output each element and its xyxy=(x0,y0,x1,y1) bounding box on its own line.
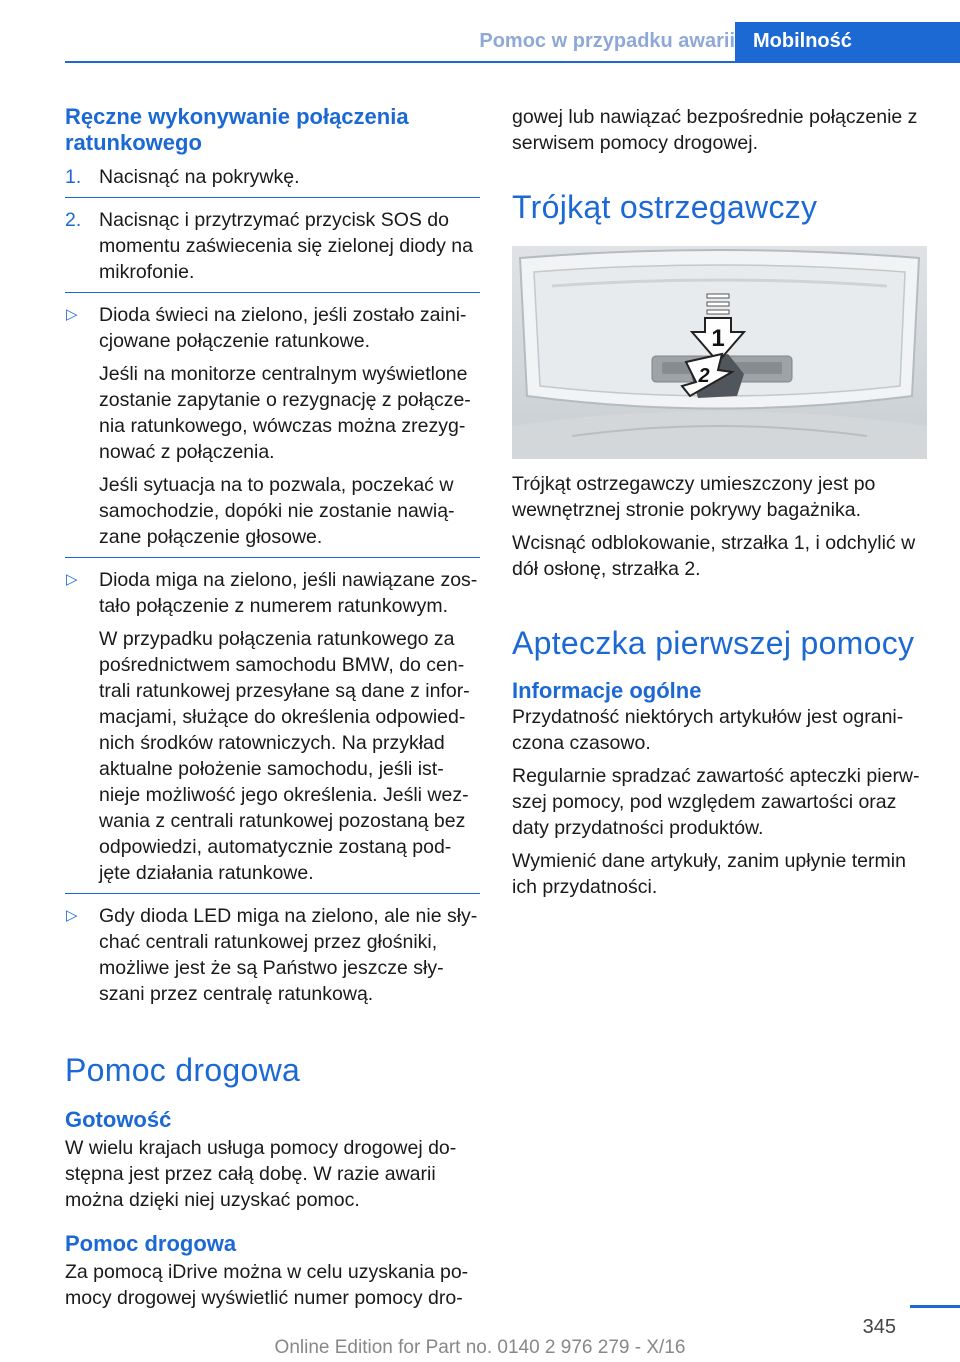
heading-availability: Gotowość xyxy=(65,1107,172,1132)
paragraph-availability: W wielu krajach usługa pomocy drogowej do-stępna jest przez całą dobę. W razie awarii można dzięki niej uzyskać pomoc. xyxy=(65,1137,457,1211)
header-section-title: Pomoc w przypadku awarii xyxy=(479,30,735,52)
step-text: Nacisnąc i przytrzymać przycisk SOS do momentu zaświecenia się zielonej diody na mikrofonie. xyxy=(99,209,473,283)
steps-list xyxy=(65,164,480,1007)
paragraph-triangle-location: Trójkąt ostrzegawczy umieszczony jest po wewnętrznej stronie pokrywy bagażnika. xyxy=(512,473,876,521)
heading-general-info: Informacje ogólne xyxy=(512,678,702,703)
heading-roadside-sub: Pomoc drogowa xyxy=(65,1231,237,1256)
heading-roadside-assistance: Pomoc drogowa xyxy=(65,1052,301,1088)
paragraph-continued: gowej lub nawiązać bezpośrednie połączenie z serwisem pomocy drogowej. xyxy=(512,106,918,154)
list-item xyxy=(65,302,480,354)
page-header xyxy=(0,22,960,62)
divider xyxy=(65,557,480,558)
bullet-text: Dioda świeci na zielono, jeśli zostało zaini-cjowane połączenie ratunkowe. xyxy=(99,304,467,352)
list-item xyxy=(65,903,480,1007)
divider xyxy=(65,197,480,198)
header-chapter-tab: Mobilność xyxy=(735,22,960,63)
paragraph-first-aid-1: Przydatność niektórych artykułów jest ograni-czona czasowo. xyxy=(512,706,904,754)
triangle-bullet-icon: ▷ xyxy=(66,907,78,924)
trunk-lid-illustration xyxy=(512,246,927,459)
right-column xyxy=(512,104,927,900)
footer-rule xyxy=(910,1305,960,1308)
paragraph-roadside: Za pomocą iDrive można w celu uzyskania po-mocy drogowej wyświetlić numer pomocy dro- xyxy=(65,1261,469,1309)
arrow-label-1: 1 xyxy=(711,325,725,352)
bullet-paragraph: Jeśli sytuacja na to pozwala, poczekać w samochodzie, dopóki nie zostanie nawią-zane połączenie głosowe. xyxy=(99,474,455,548)
bullet-text: Gdy dioda LED miga na zielono, ale nie sły-chać centrali ratunkowej przez głośniki, możliwe jest że są Państwo jeszcze sły-szani przez centralę ratunkową. xyxy=(99,905,478,1005)
list-item xyxy=(65,164,480,190)
divider xyxy=(65,893,480,894)
header-rule xyxy=(65,61,960,63)
bullet-paragraph: Jeśli na monitorze centralnym wyświetlone zostanie zapytanie o rezygnację z połącze-nia ratunkowego, wówczas można zrezyg-nować z połączenia. xyxy=(99,363,471,463)
step-number: 1. xyxy=(65,166,82,188)
paragraph-first-aid-2: Regularnie spradzać zawartość apteczki pierw-szej pomocy, pod względem zawartości oraz daty przydatności produktów. xyxy=(512,765,920,839)
triangle-bullet-icon: ▷ xyxy=(66,306,78,323)
footer-edition: Online Edition for Part no. 0140 2 976 279 - X/16 xyxy=(274,1337,686,1358)
list-item xyxy=(65,567,480,619)
step-number: 2. xyxy=(65,209,82,231)
heading-manual-emergency-call: Ręczne wykonywanie połączenia ratunkowego xyxy=(65,104,409,155)
triangle-bullet-icon: ▷ xyxy=(66,571,78,588)
left-column xyxy=(65,104,480,1311)
paragraph-triangle-unlock: Wcisnąć odblokowanie, strzałka 1, i odchylić w dół osłonę, strzałka 2. xyxy=(512,532,916,580)
bullet-text: Dioda miga na zielono, jeśli nawiązane zos-tało połączenie z numerem ratunkowym. xyxy=(99,569,478,617)
list-item xyxy=(65,207,480,285)
heading-first-aid-kit: Apteczka pierwszej pomocy xyxy=(512,625,915,661)
arrow-label-2: 2 xyxy=(698,365,710,387)
heading-warning-triangle: Trójkąt ostrzegawczy xyxy=(512,189,818,225)
page-number: 345 xyxy=(862,1316,896,1338)
divider xyxy=(65,292,480,293)
step-text: Nacisnąć na pokrywkę. xyxy=(99,166,300,188)
bullet-paragraph: W przypadku połączenia ratunkowego za pośrednictwem samochodu BMW, do cen-trali ratunkowej przesyłane są dane z infor-macjami, służące do określenia odpowied-nich środków ratowniczych. Na przykład aktualne położenie samochodu, jeśli ist-nieje możliwość jego określenia. Jeśli wez-wania z centrali ratunkowej pozostaną bez odpowiedzi, automatycznie zostaną pod-jęte działania ratunkowe. xyxy=(99,628,470,884)
paragraph-first-aid-3: Wymienić dane artykuły, zanim upłynie termin ich przydatności. xyxy=(512,850,906,898)
